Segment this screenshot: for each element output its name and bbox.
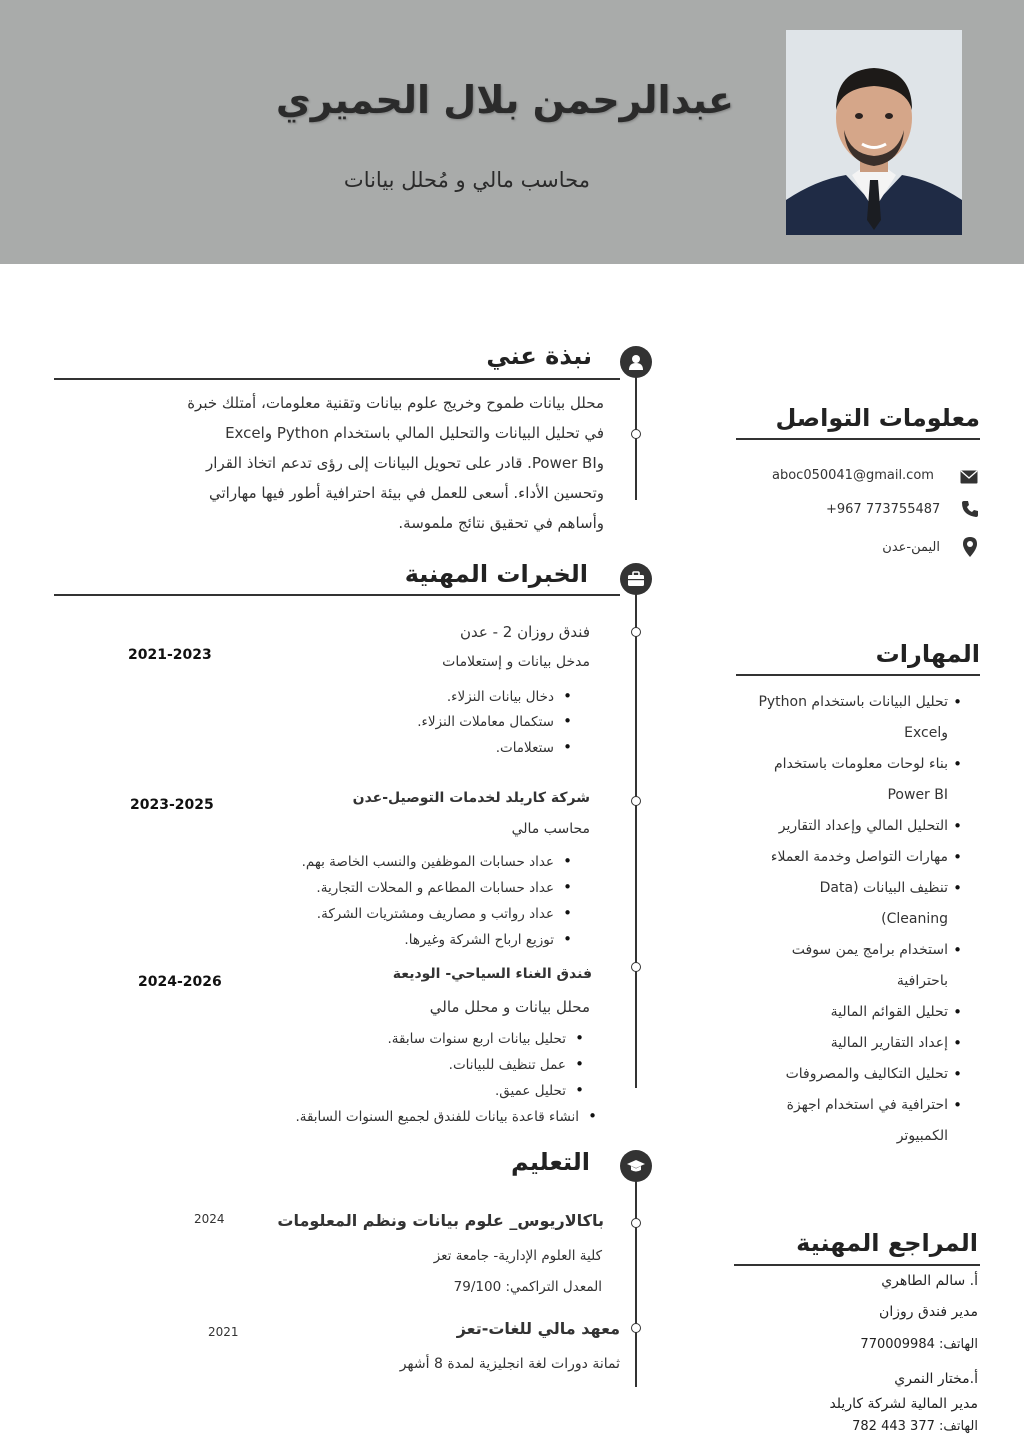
skill-item: احترافية في استخدام اجهزة • (728, 1097, 948, 1113)
skill-item: تنظيف البيانات (Data • (728, 880, 948, 896)
about-line: وPower BI. قادر على تحويل البيانات إلى رؤى تدعم اتخاذ القرار (206, 454, 604, 472)
job-duty: ستكمال معاملات النزلاء. • (417, 714, 554, 730)
job-role: محاسب مالي (511, 821, 590, 837)
degree: باكالاريوس_ علوم بيانات ونظم المعلومات (277, 1211, 604, 1230)
references-heading: المراجع المهنية (796, 1229, 978, 1257)
skill-item: الكمبيوتر (896, 1128, 948, 1144)
skill-item: تحليل القوائم المالية • (728, 1004, 948, 1020)
timeline-dot (631, 627, 641, 637)
job-duty: توزيع ارباح الشركة وغيرها. • (404, 932, 554, 948)
about-line: وأساهم في تحقيق نتائج ملموسة. (398, 514, 604, 532)
briefcase-icon (620, 563, 652, 595)
job-org: فندق الغناء السياحي- الوديعة (392, 966, 592, 982)
timeline-dot (631, 1323, 641, 1333)
skill-item: تحليل التكاليف والمصروفات • (728, 1066, 948, 1082)
skills-heading: المهارات (875, 640, 980, 668)
about-line: وتحسين الأداء. أسعى للعمل في بيئة احترافية أطور فيها مهاراتي (209, 484, 604, 502)
job-duty: تحليل عميق. • (495, 1083, 566, 1099)
reference-title: مدير المالية لشركة كاريلد (829, 1396, 978, 1412)
job-duty: عداد رواتب و مصاريف ومشتريات الشركة. • (317, 906, 554, 922)
skill-item: باحترافية (896, 973, 948, 989)
reference-title: مدير فندق روزان (879, 1304, 978, 1320)
timeline-dot (631, 796, 641, 806)
about-heading: نبذة عني (486, 342, 592, 370)
timeline-line (635, 578, 637, 1088)
job-duty: عداد حسابات المطاعم و المحلات التجارية. • (316, 880, 554, 896)
profile-photo (786, 30, 962, 235)
skills-rule (736, 674, 980, 676)
contact-location: اليمن-عدن (882, 540, 940, 555)
person-name: عبدالرحمن بلال الحميري (275, 78, 734, 122)
gpa: المعدل التراكمي: 79/100 (453, 1279, 602, 1295)
job-duty: عمل تنظيف للبيانات. • (449, 1057, 566, 1073)
skill-item: استخدام برامج يمن سوفت • (728, 942, 948, 958)
about-line: في تحليل البيانات والتحليل المالي باستخدام Python وExcel (225, 424, 604, 442)
skill-item: وExcel (904, 725, 948, 741)
contact-email[interactable]: aboc050041@gmail.com (772, 468, 934, 483)
location-pin-icon (962, 536, 978, 562)
person-icon (620, 346, 652, 378)
skill-item: مهارات التواصل وخدمة العملاء • (728, 849, 948, 865)
job-org: فندق روزان 2 - عدن (459, 623, 590, 641)
experience-rule (54, 594, 620, 596)
contact-phone[interactable]: +967 773755487 (826, 502, 941, 517)
job-org: شركة كاريلد لخدمات التوصيل-عدن (352, 790, 590, 806)
job-role: مدخل بيانات و إستعلامات (442, 654, 590, 670)
timeline-line (635, 1165, 637, 1387)
job-duty: انشاء قاعدة بيانات للفندق لجميع السنوات السابقة. • (295, 1109, 579, 1125)
job-role: محلل بيانات و محلل مالي (429, 998, 590, 1016)
institute-date: 2021 (208, 1325, 239, 1339)
skill-item: التحليل المالي وإعداد التقارير • (728, 818, 948, 834)
reference-phone: الهاتف: 377 443 782 (852, 1419, 978, 1434)
graduation-cap-icon (620, 1150, 652, 1182)
phone-icon (961, 500, 979, 522)
job-date: 2021-2023 (128, 647, 212, 663)
skill-item: Power BI (887, 787, 948, 803)
job-duty: تحليل بيانات اربع سنوات سابقة. • (388, 1031, 567, 1047)
references-rule (734, 1264, 980, 1266)
reference-name: أ.مختار النمري (894, 1371, 978, 1387)
skill-item: Cleaning) (881, 911, 948, 927)
timeline-dot (631, 1218, 641, 1228)
job-title: محاسب مالي و مُحلل بيانات (343, 168, 590, 192)
job-duty: ستعلامات. • (496, 740, 554, 756)
about-line: محلل بيانات طموح وخريج علوم بيانات وتقنية معلومات، أمتلك خبرة (187, 394, 604, 412)
mail-icon (960, 469, 978, 488)
skill-item: تحليل البيانات باستخدام Python • (728, 694, 948, 710)
institute-desc: ثمانة دورات لغة انجليزية لمدة 8 أشهر (399, 1356, 620, 1372)
college: كلية العلوم الإدارية- جامعة تعز (433, 1248, 602, 1264)
contact-rule (736, 438, 980, 440)
job-date: 2023-2025 (130, 797, 214, 813)
contact-heading: معلومات التواصل (775, 404, 980, 432)
skill-item: بناء لوحات معلومات باستخدام • (728, 756, 948, 772)
degree-date: 2024 (194, 1212, 225, 1226)
reference-phone: الهاتف: 770009984 (860, 1337, 978, 1352)
job-duty: عداد حسابات الموظفين والنسب الخاصة بهم. • (302, 854, 554, 870)
about-text (124, 388, 604, 538)
education-heading: التعليم (511, 1148, 590, 1176)
timeline-dot (631, 962, 641, 972)
skill-item: إعداد التقارير المالية • (728, 1035, 948, 1051)
job-date: 2024-2026 (138, 974, 222, 990)
reference-name: أ. سالم الطاهري (881, 1273, 978, 1289)
timeline-dot (631, 429, 641, 439)
about-rule (54, 378, 620, 380)
job-duty: دخال بيانات النزلاء. • (447, 689, 554, 705)
experience-heading: الخبرات المهنية (404, 560, 588, 588)
institute: معهد مالي للغات-تعز (456, 1319, 620, 1338)
